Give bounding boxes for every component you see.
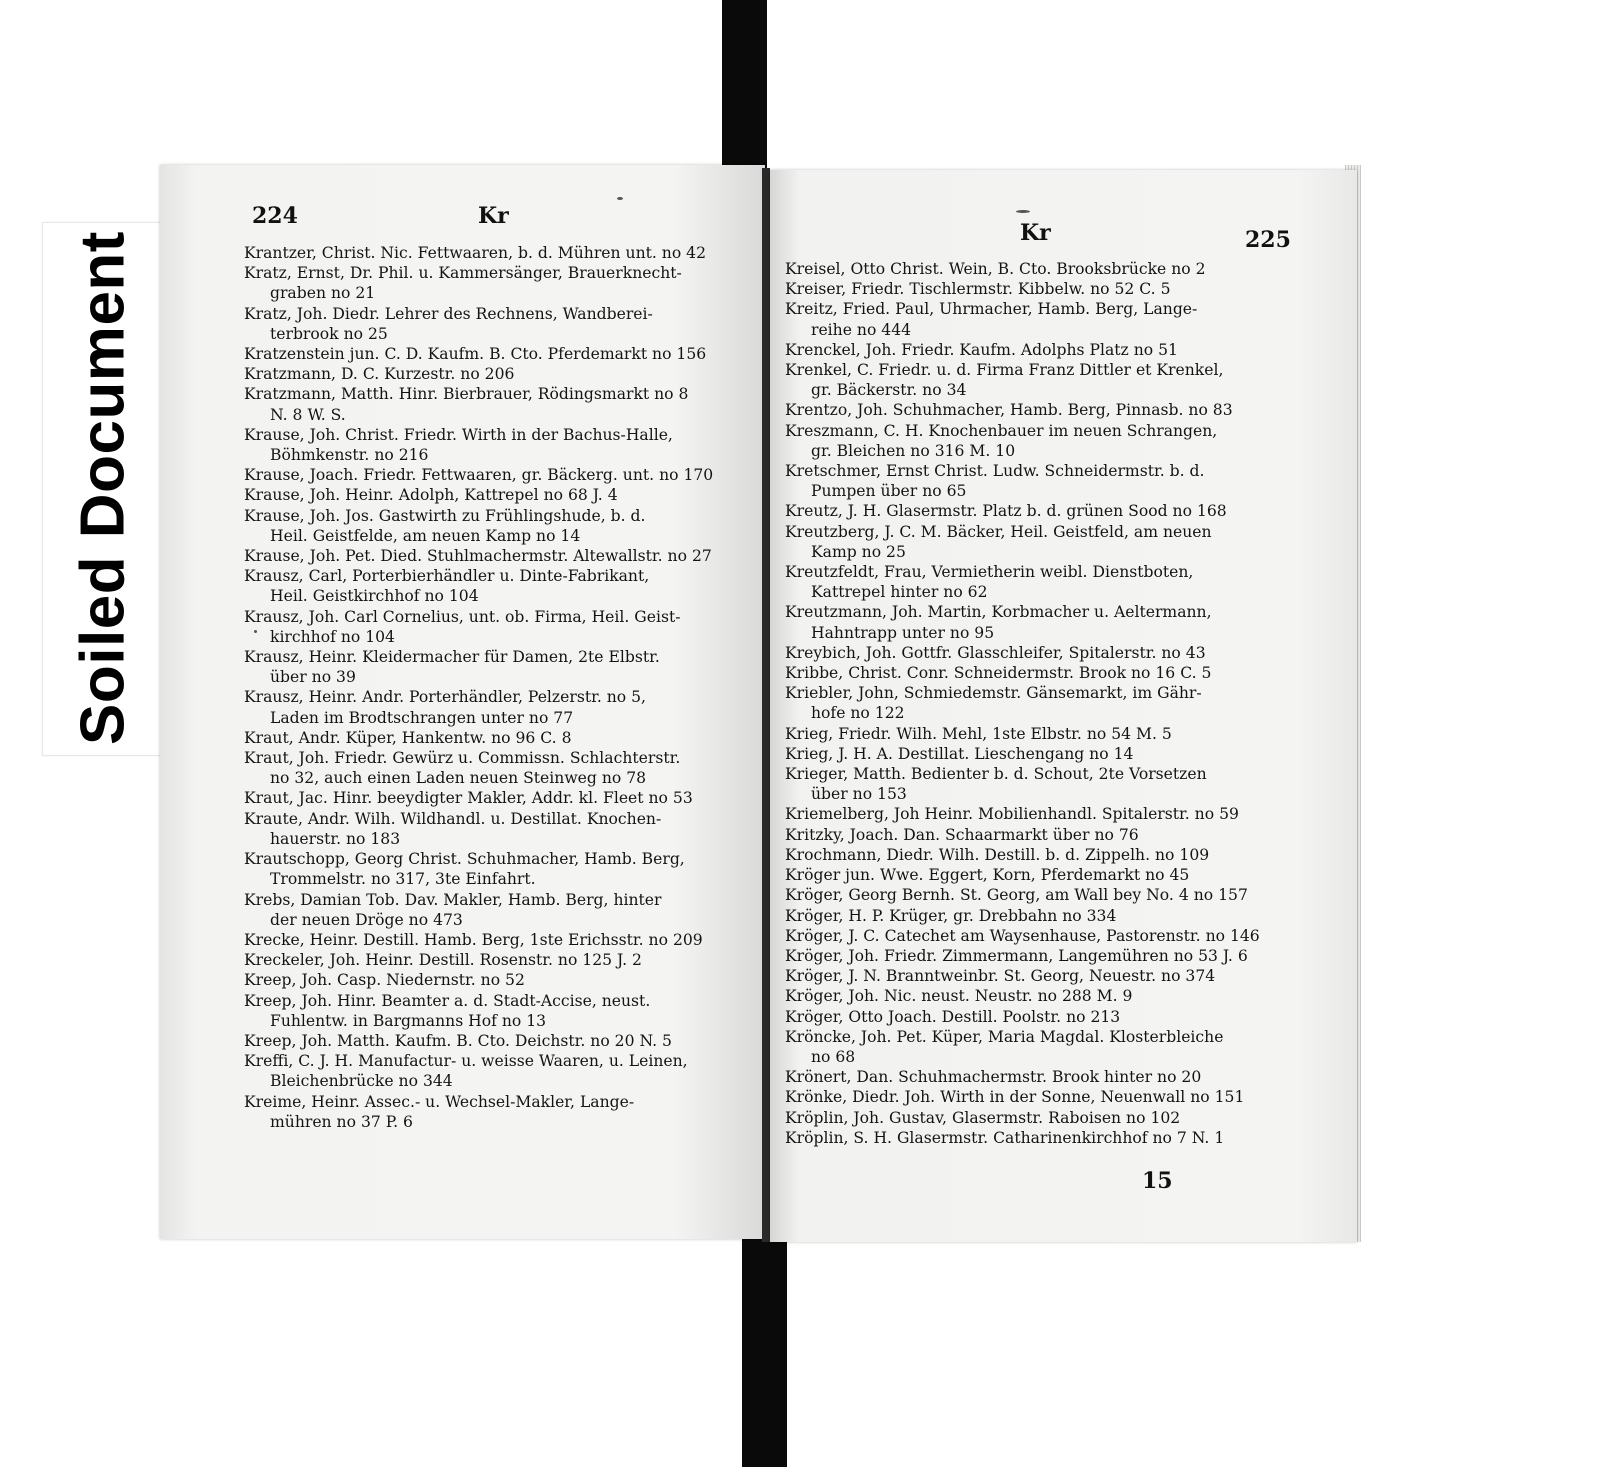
entry-line: Kreszmann, C. H. Knochenbauer im neuen Schrangen, xyxy=(785,421,1218,440)
directory-entry xyxy=(785,461,1293,501)
entry-line: Krause, Joh. Heinr. Adolph, Kattrepel no 68 J. 4 xyxy=(244,486,618,505)
entry-continuation-line: Heil. Geistkirchhof no 104 xyxy=(270,587,479,606)
entry-line: Kreep, Joh. Matth. Kaufm. B. Cto. Deichstr. no 20 N. 5 xyxy=(244,1031,672,1050)
entry-line: Kritzky, Joach. Dan. Schaarmarkt über no 76 xyxy=(785,825,1139,844)
entry-line: Kraut, Joh. Friedr. Gewürz u. Commissn. Schlachterstr. xyxy=(244,749,681,768)
directory-entry xyxy=(785,764,1293,804)
entry-line: Kreep, Joh. Hinr. Beamter a. d. Stadt-Accise, neust. xyxy=(244,991,651,1010)
entry-line: Krautschopp, Georg Christ. Schuhmacher, Hamb. Berg, xyxy=(244,850,685,869)
directory-entry xyxy=(244,1092,744,1132)
entry-continuation-line: terbrook no 25 xyxy=(270,324,388,343)
right-page xyxy=(770,170,1357,1242)
entry-line: Kraut, Jac. Hinr. beeydigter Makler, Addr. kl. Fleet no 53 xyxy=(244,789,693,808)
directory-entry xyxy=(785,906,1293,926)
directory-entry xyxy=(244,950,744,970)
entry-continuation-line: gr. Bäckerstr. no 34 xyxy=(811,381,967,400)
dust-mark xyxy=(1016,210,1030,213)
entry-line: Kribbe, Christ. Conr. Schneidermstr. Brook no 16 C. 5 xyxy=(785,664,1212,683)
entry-line: Krausz, Carl, Porterbierhändler u. Dinte-Fabrikant, xyxy=(244,567,650,586)
directory-entry xyxy=(785,825,1293,845)
directory-entry xyxy=(244,425,744,465)
directory-entry xyxy=(785,643,1293,663)
directory-entry xyxy=(244,485,744,505)
entry-continuation-line: N. 8 W. S. xyxy=(270,405,346,424)
entry-line: Kröger, Otto Joach. Destill. Poolstr. no 213 xyxy=(785,1007,1121,1026)
directory-entry xyxy=(244,728,744,748)
binding-strap-top xyxy=(722,0,767,172)
entry-line: Kröger, Joh. Nic. neust. Neustr. no 288 M. 9 xyxy=(785,987,1133,1006)
directory-entry xyxy=(785,986,1293,1006)
directory-entry xyxy=(244,304,744,344)
entry-line: Krecke, Heinr. Destill. Hamb. Berg, 1ste Erichsstr. no 209 xyxy=(244,930,703,949)
entry-line: Krause, Joh. Jos. Gastwirth zu Frühlingshude, b. d. xyxy=(244,506,646,525)
entry-continuation-line: hofe no 122 xyxy=(811,704,905,723)
directory-entry xyxy=(785,845,1293,865)
dust-mark xyxy=(254,630,257,633)
directory-entry xyxy=(244,890,744,930)
directory-entry xyxy=(244,263,744,303)
entry-continuation-line: Kattrepel hinter no 62 xyxy=(811,583,988,602)
entry-line: Kröplin, Joh. Gustav, Glasermstr. Raboisen no 102 xyxy=(785,1108,1181,1127)
directory-entry xyxy=(785,421,1293,461)
entry-line: Kreutz, J. H. Glasermstr. Platz b. d. grünen Sood no 168 xyxy=(785,502,1227,521)
entry-continuation-line: Hahntrapp unter no 95 xyxy=(811,623,995,642)
directory-entry xyxy=(244,465,744,485)
directory-entry xyxy=(244,546,744,566)
signature-mark: 15 xyxy=(1142,1168,1173,1194)
entry-line: Kreitz, Fried. Paul, Uhrmacher, Hamb. Berg, Lange- xyxy=(785,300,1198,319)
directory-entry xyxy=(244,1051,744,1091)
entry-line: Kröncke, Joh. Pet. Küper, Maria Magdal. Klosterbleiche xyxy=(785,1027,1224,1046)
directory-entry xyxy=(785,663,1293,683)
directory-entry xyxy=(785,865,1293,885)
directory-entry xyxy=(244,748,744,788)
entry-continuation-line: reihe no 444 xyxy=(811,320,912,339)
entry-line: Krieg, Friedr. Wilh. Mehl, 1ste Elbstr. no 54 M. 5 xyxy=(785,724,1172,743)
entry-line: Kreckeler, Joh. Heinr. Destill. Rosenstr. no 125 J. 2 xyxy=(244,951,642,970)
entry-continuation-line: Bleichenbrücke no 344 xyxy=(270,1072,453,1091)
entry-line: Kröger, J. C. Catechet am Waysenhause, Pastorenstr. no 146 xyxy=(785,926,1260,945)
entry-line: Kratzmann, Matth. Hinr. Bierbrauer, Rödingsmarkt no 8 xyxy=(244,385,689,404)
entry-line: Krausz, Heinr. Andr. Porterhändler, Pelzerstr. no 5, xyxy=(244,688,647,707)
directory-entry xyxy=(244,991,744,1031)
directory-entry xyxy=(244,687,744,727)
entry-line: Kriebler, John, Schmiedemstr. Gänsemarkt, im Gähr- xyxy=(785,684,1202,703)
entry-continuation-line: mühren no 37 P. 6 xyxy=(270,1112,413,1131)
directory-entry xyxy=(244,788,744,808)
entry-line: Kröger, J. N. Branntweinbr. St. Georg, Neuestr. no 374 xyxy=(785,967,1216,986)
entry-line: Krenkel, C. Friedr. u. d. Firma Franz Dittler et Krenkel, xyxy=(785,361,1224,380)
entry-line: Krause, Joh. Pet. Died. Stuhlmachermstr. Altewallstr. no 27 xyxy=(244,547,712,566)
directory-entry xyxy=(244,243,744,263)
entry-line: Krause, Joh. Christ. Friedr. Wirth in der Bachus-Halle, xyxy=(244,425,673,444)
entry-line: Kreiser, Friedr. Tischlermstr. Kibbelw. no 52 C. 5 xyxy=(785,280,1171,299)
left-entry-list xyxy=(244,243,744,1132)
entry-line: Krentzo, Joh. Schuhmacher, Hamb. Berg, Pinnasb. no 83 xyxy=(785,401,1233,420)
directory-entry xyxy=(785,885,1293,905)
directory-entry xyxy=(785,744,1293,764)
entry-line: Krönert, Dan. Schuhmachermstr. Brook hinter no 20 xyxy=(785,1068,1202,1087)
directory-entry xyxy=(244,506,744,546)
entry-line: Krebs, Damian Tob. Dav. Makler, Hamb. Berg, hinter xyxy=(244,890,662,909)
entry-continuation-line: no 68 xyxy=(811,1047,856,1066)
entry-continuation-line: graben no 21 xyxy=(270,284,376,303)
directory-entry xyxy=(244,384,744,424)
entry-continuation-line: gr. Bleichen no 316 M. 10 xyxy=(811,441,1016,460)
entry-line: Krantzer, Christ. Nic. Fettwaaren, b. d. Mühren unt. no 42 xyxy=(244,244,707,262)
entry-line: Krenckel, Joh. Friedr. Kaufm. Adolphs Platz no 51 xyxy=(785,340,1178,359)
left-page-header: Kr xyxy=(478,203,509,229)
entry-line: Kröger jun. Wwe. Eggert, Korn, Pferdemarkt no 45 xyxy=(785,866,1190,885)
entry-line: Kreffi, C. J. H. Manufactur- u. weisse Waaren, u. Leinen, xyxy=(244,1052,688,1071)
entry-line: Kriemelberg, Joh Heinr. Mobilienhandl. Spitalerstr. no 59 xyxy=(785,805,1239,824)
directory-entry xyxy=(785,1067,1293,1087)
right-entry-list xyxy=(785,259,1293,1148)
entry-line: Krochmann, Diedr. Wilh. Destill. b. d. Zippelh. no 109 xyxy=(785,845,1210,864)
entry-line: Kreep, Joh. Casp. Niedernstr. no 52 xyxy=(244,971,525,990)
left-page xyxy=(160,165,765,1239)
entry-line: Kretschmer, Ernst Christ. Ludw. Schneidermstr. b. d. xyxy=(785,462,1205,481)
directory-entry xyxy=(785,501,1293,521)
entry-line: Krieger, Matth. Bedienter b. d. Schout, 2te Vorsetzen xyxy=(785,765,1207,784)
book-gutter xyxy=(762,168,770,1242)
entry-continuation-line: über no 39 xyxy=(270,668,356,687)
entry-continuation-line: Kamp no 25 xyxy=(811,542,906,561)
directory-entry xyxy=(785,1128,1293,1148)
entry-line: Kreutzmann, Joh. Martin, Korbmacher u. Aeltermann, xyxy=(785,603,1212,622)
left-page-number: 224 xyxy=(252,203,298,229)
right-page-number: 225 xyxy=(1245,227,1291,253)
right-page-header: Kr xyxy=(1020,220,1051,246)
entry-line: Krieg, J. H. A. Destillat. Lieschengang no 14 xyxy=(785,744,1134,763)
directory-entry xyxy=(244,849,744,889)
entry-line: Kraut, Andr. Küper, Hankentw. no 96 C. 8 xyxy=(244,728,572,747)
entry-line: Krause, Joach. Friedr. Fettwaaren, gr. Bäckerg. unt. no 170 xyxy=(244,466,714,485)
directory-entry xyxy=(785,1007,1293,1027)
directory-entry xyxy=(785,562,1293,602)
entry-line: Kröplin, S. H. Glasermstr. Catharinenkirchhof no 7 N. 1 xyxy=(785,1128,1225,1147)
entry-line: Kreutzberg, J. C. M. Bäcker, Heil. Geistfeld, am neuen xyxy=(785,522,1212,541)
entry-line: Kratzenstein jun. C. D. Kaufm. B. Cto. Pferdemarkt no 156 xyxy=(244,345,707,364)
directory-entry xyxy=(785,1027,1293,1067)
directory-entry xyxy=(785,360,1293,400)
directory-entry xyxy=(785,804,1293,824)
entry-line: Kreisel, Otto Christ. Wein, B. Cto. Brooksbrücke no 2 xyxy=(785,260,1206,278)
entry-continuation-line: der neuen Dröge no 473 xyxy=(270,910,463,929)
directory-entry xyxy=(244,607,744,647)
directory-entry xyxy=(785,259,1293,279)
entry-continuation-line: no 32, auch einen Laden neuen Steinweg no 78 xyxy=(270,769,647,788)
directory-entry xyxy=(244,970,744,990)
directory-entry xyxy=(785,299,1293,339)
binding-strap-bottom xyxy=(742,1228,787,1467)
entry-continuation-line: Heil. Geistfelde, am neuen Kamp no 14 xyxy=(270,526,581,545)
directory-entry xyxy=(244,566,744,606)
entry-line: Krausz, Heinr. Kleidermacher für Damen, 2te Elbstr. xyxy=(244,648,660,667)
directory-entry xyxy=(785,724,1293,744)
entry-line: Kröger, Georg Bernh. St. Georg, am Wall bey No. 4 no 157 xyxy=(785,886,1248,905)
directory-entry xyxy=(785,279,1293,299)
entry-line: Kraute, Andr. Wilh. Wildhandl. u. Destillat. Knochen- xyxy=(244,809,662,828)
entry-line: Kreybich, Joh. Gottfr. Glasschleifer, Spitalerstr. no 43 xyxy=(785,643,1206,662)
dust-mark xyxy=(617,197,623,200)
entry-continuation-line: kirchhof no 104 xyxy=(270,627,395,646)
entry-line: Kreutzfeldt, Frau, Vermietherin weibl. Dienstboten, xyxy=(785,563,1194,582)
entry-line: Kröger, Joh. Friedr. Zimmermann, Langemühren no 53 J. 6 xyxy=(785,946,1248,965)
directory-entry xyxy=(244,930,744,950)
directory-entry xyxy=(785,683,1293,723)
entry-line: Krönke, Diedr. Joh. Wirth in der Sonne, Neuenwall no 151 xyxy=(785,1088,1245,1107)
entry-line: Kratz, Joh. Diedr. Lehrer des Rechnens, Wandberei- xyxy=(244,304,653,323)
directory-entry xyxy=(785,966,1293,986)
directory-entry xyxy=(244,809,744,849)
entry-line: Kratz, Ernst, Dr. Phil. u. Kammersänger, Brauerknecht- xyxy=(244,264,682,283)
entry-line: Krausz, Joh. Carl Cornelius, unt. ob. Firma, Heil. Geist- xyxy=(244,607,681,626)
directory-entry xyxy=(785,1108,1293,1128)
directory-entry xyxy=(244,344,744,364)
entry-continuation-line: Böhmkenstr. no 216 xyxy=(270,446,429,465)
directory-entry xyxy=(785,400,1293,420)
entry-line: Kröger, H. P. Krüger, gr. Drebbahn no 334 xyxy=(785,906,1117,925)
entry-line: Kratzmann, D. C. Kurzestr. no 206 xyxy=(244,365,515,384)
entry-continuation-line: Fuhlentw. in Bargmanns Hof no 13 xyxy=(270,1011,547,1030)
directory-entry xyxy=(244,647,744,687)
document-label-text: Soiled Document xyxy=(68,231,138,745)
directory-entry xyxy=(785,946,1293,966)
directory-entry xyxy=(244,1031,744,1051)
entry-continuation-line: Laden im Brodtschrangen unter no 77 xyxy=(270,708,574,727)
entry-continuation-line: über no 153 xyxy=(811,785,907,804)
entry-continuation-line: Trommelstr. no 317, 3te Einfahrt. xyxy=(270,870,536,889)
entry-continuation-line: Pumpen über no 65 xyxy=(811,482,967,501)
directory-entry xyxy=(785,926,1293,946)
directory-entry xyxy=(785,1087,1293,1107)
directory-entry xyxy=(785,340,1293,360)
directory-entry xyxy=(244,364,744,384)
entry-continuation-line: hauerstr. no 183 xyxy=(270,829,401,848)
directory-entry xyxy=(785,602,1293,642)
entry-line: Kreime, Heinr. Assec.- u. Wechsel-Makler, Lange- xyxy=(244,1092,635,1111)
directory-entry xyxy=(785,522,1293,562)
